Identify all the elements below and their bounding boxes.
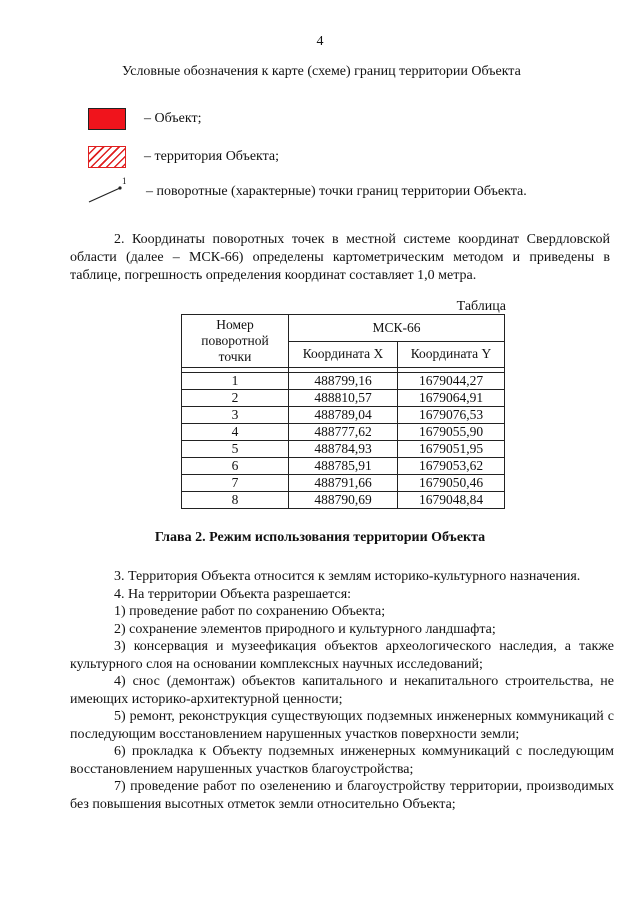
header-y: Координата Y [398,341,505,368]
table-row [182,424,505,441]
legend-item-object [88,108,201,130]
page-number: 4 [316,34,324,49]
legend-label-object: – Объект; [144,111,202,126]
paragraph-coordinates: 2. Координаты поворотных точек в местной системе координат Свердловской области (далее – МСК-66) определены картометрическим методом и приведены в таблице, погрешность определения координат составляет 1,0 метра. [70,232,610,283]
table-cell-y: 1679050,46 [398,475,505,492]
list-item: 2) сохранение элементов природного и культурного ландшафта; [114,621,496,637]
table-cell-x: 488791,66 [289,475,398,492]
header-coordinate-system: МСК-66 [289,315,505,342]
table-row [182,441,505,458]
list-item: 7) проведение работ по озеленению и благоустройству территории, производимых без повышения высотных отметок земли относительно Объекта; [70,779,614,812]
table-cell-no: 5 [182,441,289,458]
table-row [182,390,505,407]
list-item: 3. Территория Объекта относится к землям историко-культурного назначения. [114,569,581,584]
coordinates-table-body [182,373,505,509]
table-cell-y: 1679064,91 [398,390,505,407]
chapter-title: Глава 2. Режим использования территории Объекта [154,530,486,545]
coordinates-table [181,314,505,509]
table-cell-y: 1679048,84 [398,492,505,509]
table-cell-no: 8 [182,492,289,509]
table-cell-y: 1679044,27 [398,373,505,390]
table-cell-no: 7 [182,475,289,492]
list-item: 3) консервация и музеефикация объектов археологического наследия, а также культурного слоя на основании комплексных научных исследований; [70,639,614,672]
table-row [182,373,505,390]
list-item: 4) снос (демонтаж) объектов капитального и некапитального строительства, не имеющих историко-архитектурной ценности; [70,674,614,707]
list-item: 1) проведение работ по сохранению Объекта; [114,604,386,619]
legend-item-turning-points [88,176,527,204]
table-cell-x: 488777,62 [289,424,398,441]
list-item: 4. На территории Объекта разрешается: [114,586,352,602]
legend-title: Условные обозначения к карте (схеме) границ территории Объекта [122,64,521,79]
table-cell-no: 6 [182,458,289,475]
table-cell-no: 1 [182,373,289,390]
legend-label-turning-points: – поворотные (характерные) точки границ территории Объекта. [146,184,527,199]
table-cell-x: 488790,69 [289,492,398,509]
table-cell-x: 488784,93 [289,441,398,458]
table-row [182,407,505,424]
table-cell-x: 488799,16 [289,373,398,390]
table-cell-no: 3 [182,407,289,424]
table-cell-x: 488789,04 [289,407,398,424]
header-point-number: Номер поворотной точки [182,315,289,368]
table-row [182,492,505,509]
table-cell-y: 1679051,95 [398,441,505,458]
table-caption: Таблица [456,299,506,314]
legend-item-territory [88,146,279,168]
table-cell-x: 488810,57 [289,390,398,407]
table-cell-y: 1679055,90 [398,424,505,441]
table-row [182,458,505,475]
list-item: 5) ремонт, реконструкция существующих подземных инженерных коммуникаций с последующим восстановлением нарушенных участков поверхности земли; [70,709,614,742]
list-item: 6) прокладка к Объекту подземных инженерных коммуникаций с последующим восстановлением нарушенных участков благоустройства; [70,744,614,777]
table-cell-y: 1679076,53 [398,407,505,424]
regime-list [70,568,614,813]
turning-point-number: 1 [122,176,127,186]
turning-point-line-icon [88,176,128,204]
legend-label-territory: – территория Объекта; [144,149,280,164]
header-x: Координата X [289,341,398,368]
table-row [182,475,505,492]
red-filled-rectangle-icon [88,108,126,130]
table-cell-no: 4 [182,424,289,441]
table-cell-x: 488785,91 [289,458,398,475]
table-cell-no: 2 [182,390,289,407]
table-cell-y: 1679053,62 [398,458,505,475]
red-hatched-rectangle-icon [88,146,126,168]
